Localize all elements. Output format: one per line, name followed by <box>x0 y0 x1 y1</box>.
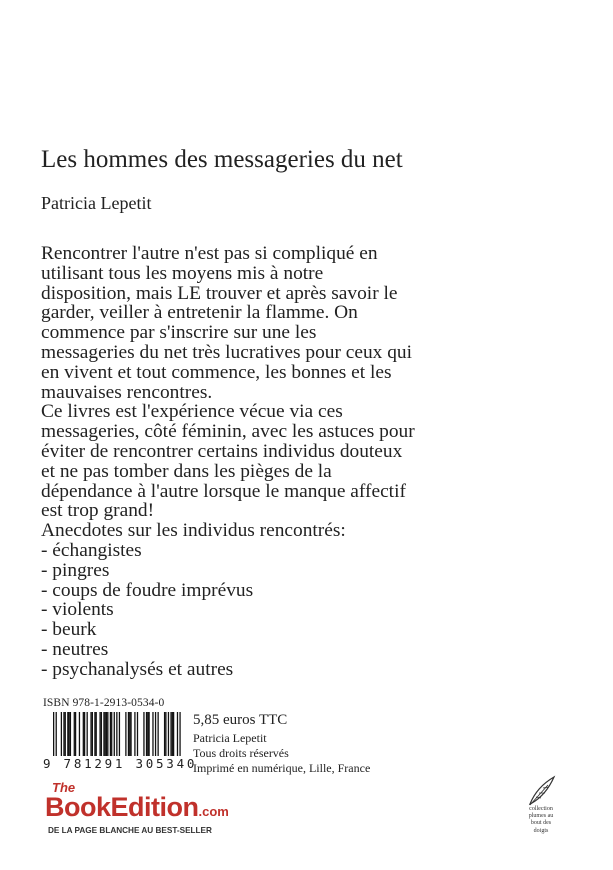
blurb-line: mauvaises rencontres. <box>41 381 213 403</box>
logo-wordmark-main: BookEdition <box>45 792 199 822</box>
book-title: Les hommes des messageries du net <box>41 146 403 173</box>
publisher-author: Patricia Lepetit <box>193 731 267 745</box>
barcode-bar <box>61 712 62 756</box>
barcode-bar <box>173 712 174 756</box>
barcode-bar <box>110 712 111 756</box>
barcode-bar <box>101 712 102 756</box>
printing-info: Imprimé en numérique, Lille, France <box>193 761 371 775</box>
blurb-line: - psychanalysés et autres <box>41 658 234 680</box>
blurb-line: utilisant tous les moyens mis à notre <box>41 262 324 284</box>
logo-the: The <box>52 780 76 795</box>
isbn-label: ISBN 978-1-2913-0534-0 <box>43 697 165 709</box>
barcode-bar <box>147 712 148 756</box>
blurb-line: dépendance à l'autre lorsque le manque affectif <box>41 480 406 502</box>
blurb-line: - pingres <box>41 559 110 581</box>
barcode-bar <box>87 712 88 756</box>
barcode-bar <box>99 712 100 756</box>
barcode-bar <box>168 712 169 756</box>
feather-icon <box>524 774 560 808</box>
barcode-bar <box>170 712 171 756</box>
barcode-digits: 9 781291 305340 <box>43 756 198 771</box>
barcode-bar <box>63 712 64 756</box>
barcode-bar <box>68 712 69 756</box>
blurb-line: éviter de rencontrer certains individus douteux <box>41 440 403 462</box>
barcode-bar <box>137 712 138 756</box>
barcode-bar <box>103 712 104 756</box>
barcode-bar <box>128 712 129 756</box>
barcode-bar <box>96 712 97 756</box>
price: 5,85 euros TTC <box>193 712 288 728</box>
barcode-bar <box>165 712 166 756</box>
blurb-line: Rencontrer l'autre n'est pas si compliqué en <box>41 243 378 264</box>
blurb-line: - neutres <box>41 638 109 660</box>
barcode-bar <box>105 712 106 756</box>
barcode-bar <box>146 712 147 756</box>
back-cover-blurb <box>41 244 471 680</box>
barcode-bar <box>107 712 108 756</box>
blurb-line: et ne pas tomber dans les pièges de la <box>41 460 332 482</box>
blurb-line: messageries du net très lucratives pour ceux qui <box>41 341 412 363</box>
blurb-line: commence par s'inscrire sur une les <box>41 322 317 344</box>
bookedition-logo <box>45 782 229 835</box>
blurb-line: en vivent et tout commence, les bonnes et les <box>41 361 392 383</box>
barcode-bar <box>130 712 131 756</box>
blurb-line: est trop grand! <box>41 500 155 522</box>
barcode-bar <box>65 712 66 756</box>
blurb-line: messageries, côté féminin, avec les astuces pour <box>41 421 415 443</box>
collection-line: doigts <box>533 827 549 834</box>
book-author: Patricia Lepetit <box>41 193 152 213</box>
barcode-bar <box>92 712 93 756</box>
barcode-bar <box>119 712 120 756</box>
barcode-bar <box>79 712 80 756</box>
barcode-bar <box>152 712 153 756</box>
barcode-bar <box>155 712 156 756</box>
logo-tagline: DE LA PAGE BLANCHE AU BEST-SELLER <box>48 826 212 835</box>
blurb-line: - échangistes <box>41 539 142 561</box>
collection-line: plumes au <box>528 813 554 820</box>
logo-wordmark <box>45 794 229 825</box>
barcode-bar <box>129 712 130 756</box>
blurb-line: Anecdotes sur les individus rencontrés: <box>41 520 346 542</box>
barcode-bar <box>67 712 68 756</box>
blurb-line: - coups de foudre imprévus <box>41 579 254 601</box>
copyright-notice: Tous droits réservés <box>193 746 289 760</box>
barcode-bar <box>148 712 149 756</box>
blurb-line: garder, veiller à entretenir la flamme. On <box>41 302 358 324</box>
barcode-bar <box>172 712 173 756</box>
barcode-bar <box>164 712 165 756</box>
blurb-line: Ce livres est l'expérience vécue via ces <box>41 401 343 423</box>
blurb-line: - violents <box>41 599 114 621</box>
barcode-bar <box>90 712 91 756</box>
blurb-line: - beurk <box>41 619 97 641</box>
collection-line: collection <box>529 806 553 812</box>
blurb-line: disposition, mais LE trouver et après savoir le <box>41 282 398 304</box>
barcode-bar <box>75 712 76 756</box>
barcode-bar <box>157 712 158 756</box>
barcode-bar <box>84 712 85 756</box>
barcode-bar <box>125 712 126 756</box>
barcode-bar <box>70 712 71 756</box>
collection-line: bout des <box>530 820 552 827</box>
barcode-bar <box>106 712 107 756</box>
barcode-bar <box>134 712 135 756</box>
barcode-bar <box>74 712 75 756</box>
barcode-bar <box>143 712 144 756</box>
barcode-bar <box>94 712 95 756</box>
collection-imprint <box>513 806 569 835</box>
barcode-bar <box>83 712 84 756</box>
logo-wordmark-suffix: .com <box>198 804 229 819</box>
